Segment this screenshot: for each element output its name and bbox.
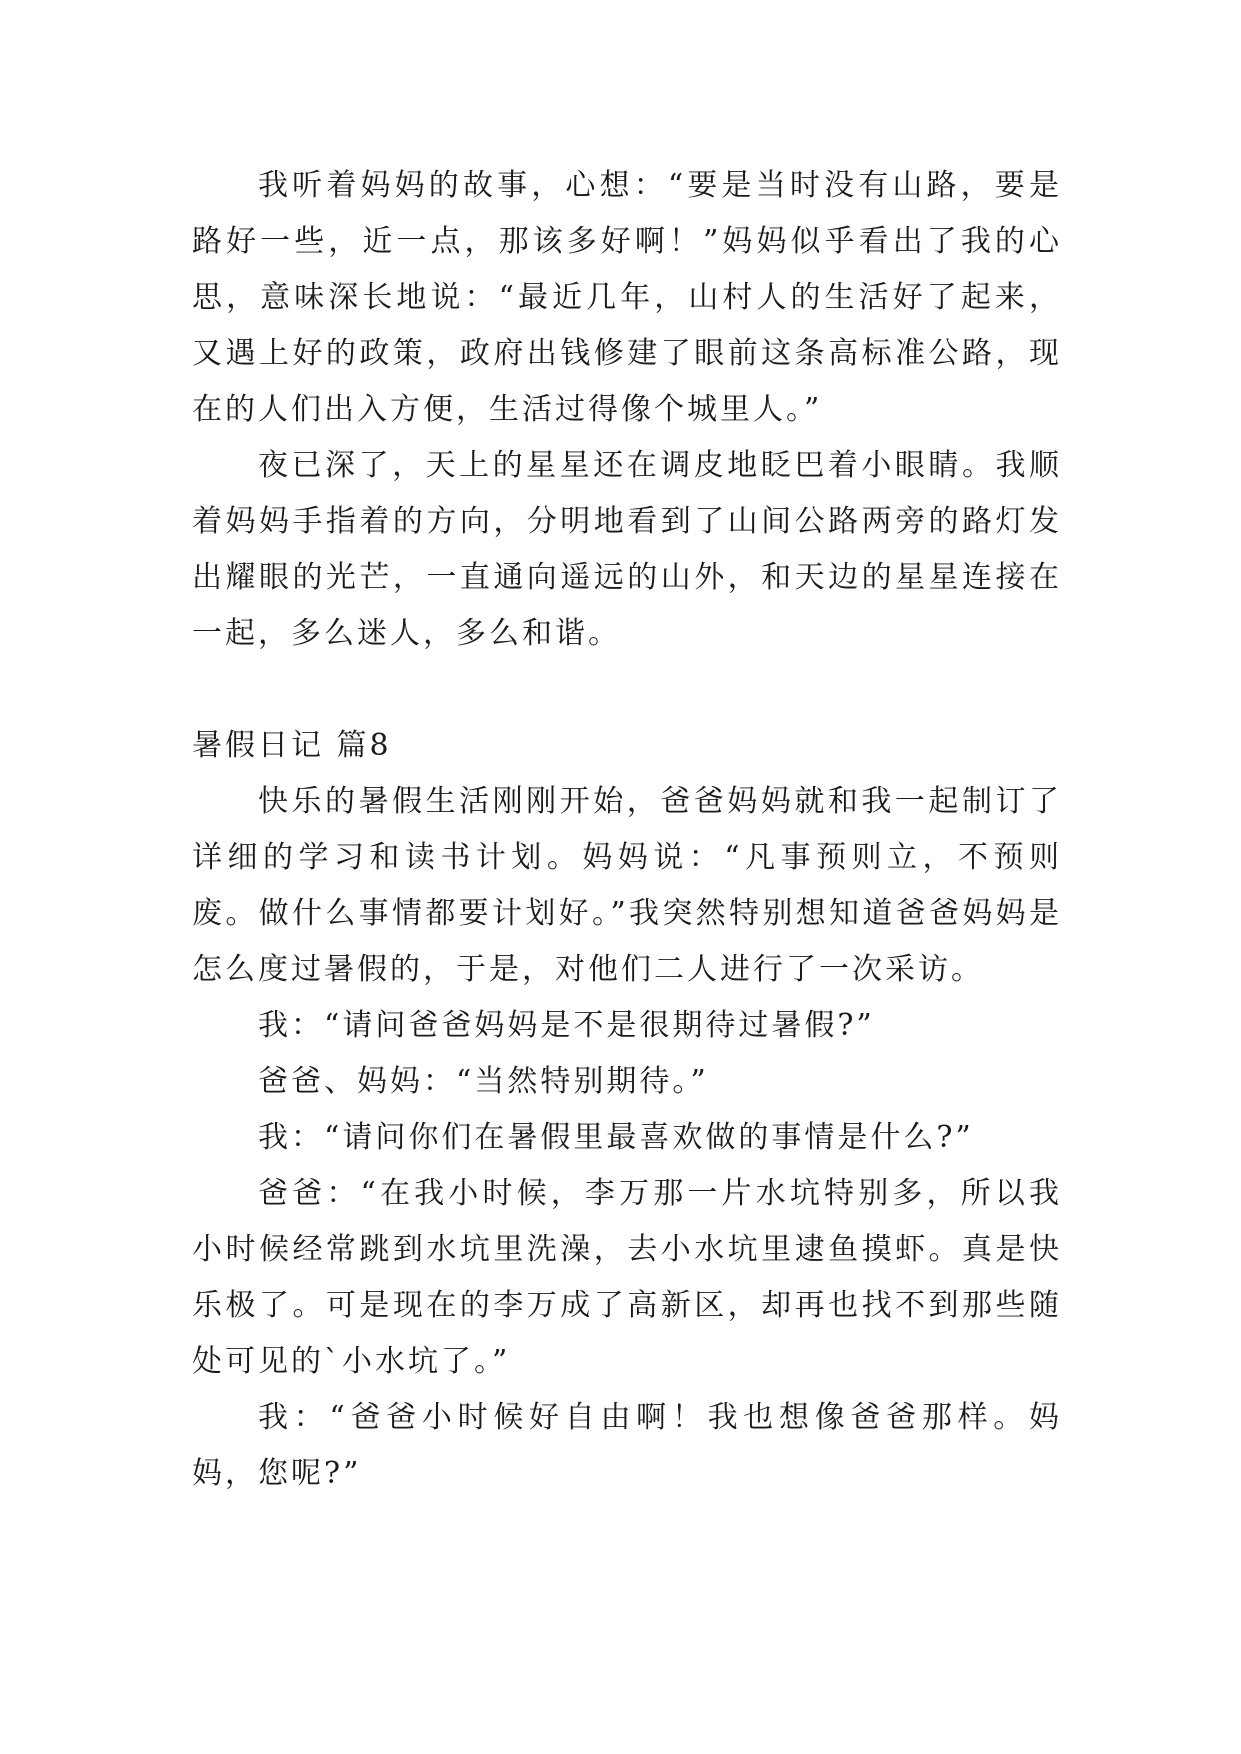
paragraph: 快乐的暑假生活刚刚开始，爸爸妈妈就和我一起制订了详细的学习和读书计划。妈妈说：“凡事预则立，不预则废。做什么事情都要计划好。”我突然特别想知道爸爸妈妈是怎么度过暑假的，于是，对他们二人进行了一次采访。 — [192, 784, 1062, 987]
paragraph: 我听着妈妈的故事，心想：“要是当时没有山路，要是路好一些，近一点，那该多好啊！”妈妈似乎看出了我的心思，意味深长地说：“最近几年，山村人的生活好了起来，又遇上好的政策，政府出钱修建了眼前这条高标准公路，现在的人们出入方便，生活过得像个城里人。” — [192, 168, 1062, 427]
document-body — [192, 158, 1062, 1502]
paragraph: 爸爸：“在我小时候，李万那一片水坑特别多，所以我小时候经常跳到水坑里洗澡，去小水坑里逮鱼摸虾。真是快乐极了。可是现在的李万成了高新区，却再也找不到那些随处可见的`小水坑了。” — [192, 1176, 1062, 1379]
paragraph: 夜已深了，天上的星星还在调皮地眨巴着小眼睛。我顺着妈妈手指着的方向，分明地看到了山间公路两旁的路灯发出耀眼的光芒，一直通向遥远的山外，和天边的星星连接在一起，多么迷人，多么和谐。 — [192, 448, 1062, 651]
paragraph: 爸爸、妈妈：“当然特别期待。” — [258, 1064, 709, 1099]
paragraph: 我：“请问你们在暑假里最喜欢做的事情是什么?” — [258, 1120, 974, 1155]
paragraph: 我：“请问爸爸妈妈是不是很期待过暑假?” — [258, 1008, 875, 1043]
paragraph: 我：“爸爸小时候好自由啊！我也想像爸爸那样。妈妈，您呢?” — [192, 1400, 1062, 1491]
section-heading: 暑假日记 篇8 — [192, 728, 392, 763]
